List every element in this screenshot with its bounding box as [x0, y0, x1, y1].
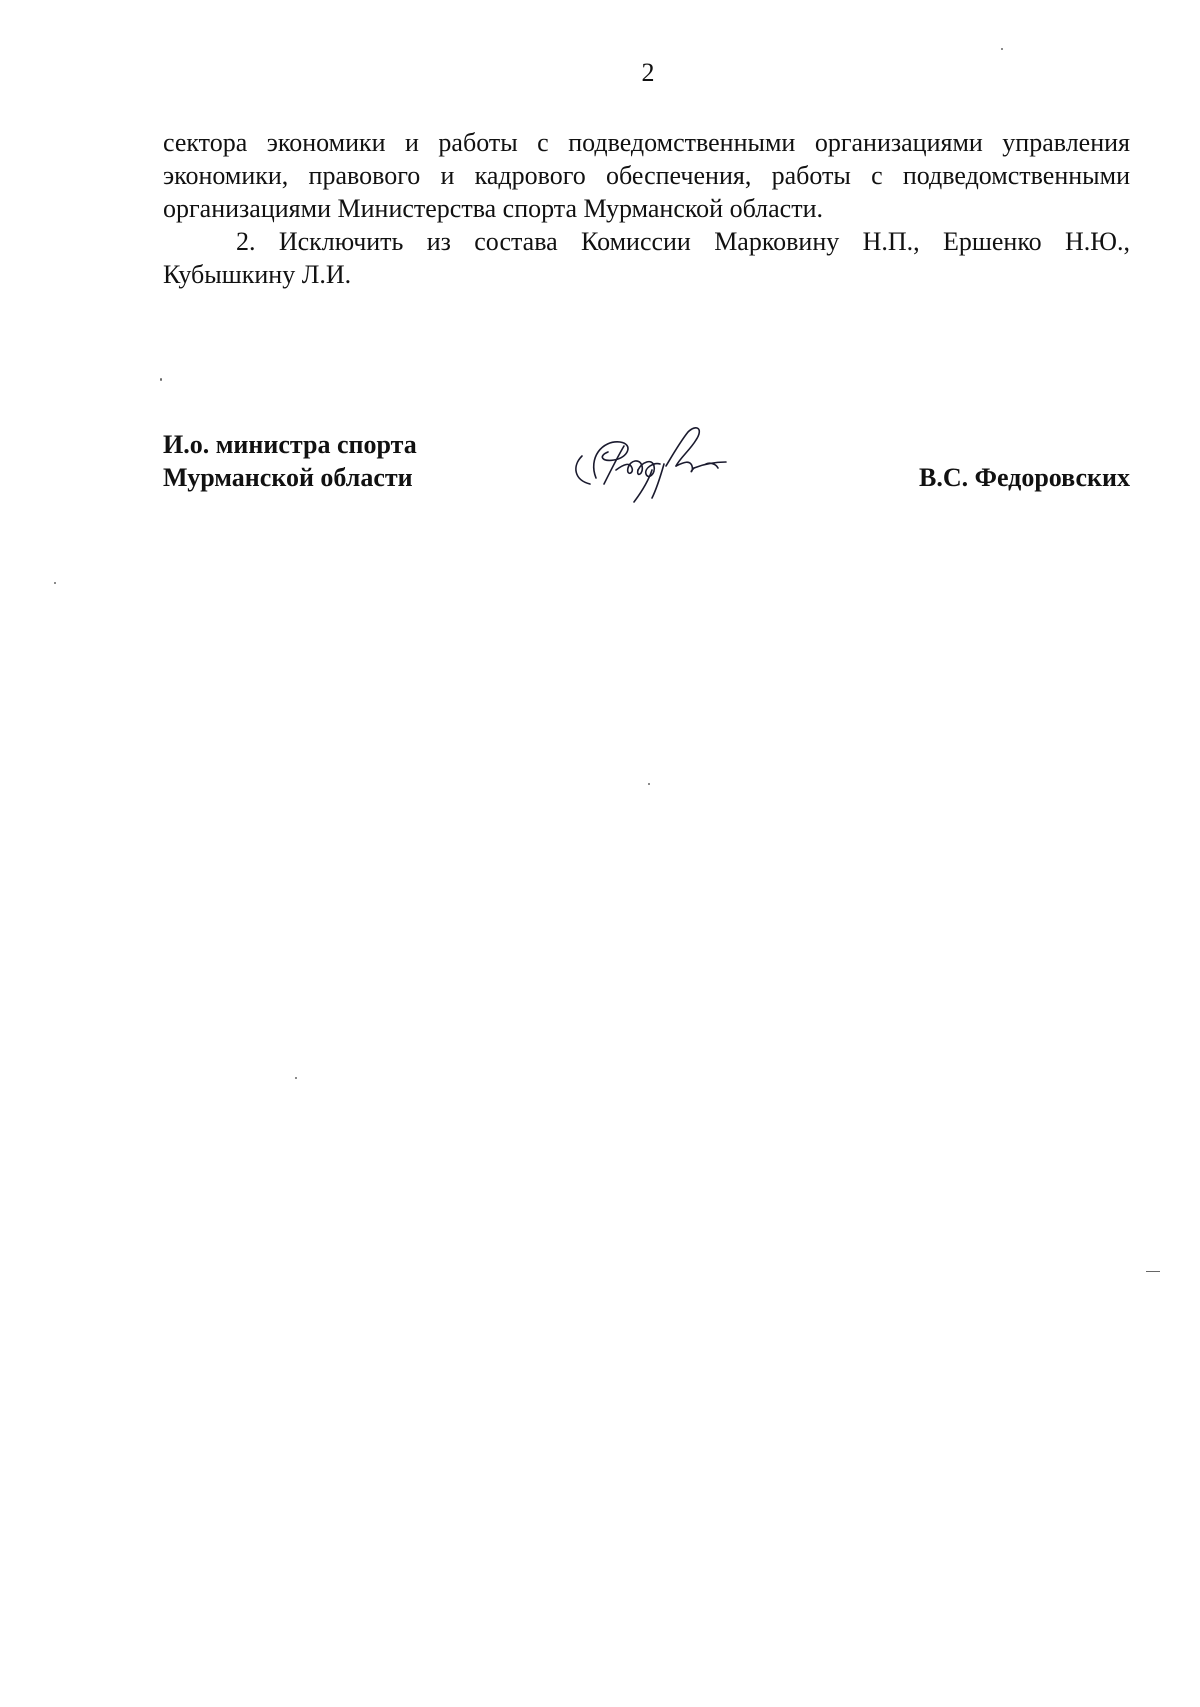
signatory-name: В.С. Федоровских: [919, 463, 1130, 492]
document-body: [163, 126, 1130, 291]
scan-speck: [160, 378, 162, 381]
scan-speck: [295, 1077, 297, 1079]
signatory-title-line-2: Мурманской области: [163, 463, 413, 492]
scan-speck: [1001, 48, 1003, 50]
scan-speck: [54, 582, 56, 584]
scan-speck: [648, 783, 650, 785]
signature-block: [163, 428, 1130, 518]
paragraph-item-2: 2. Исключить из состава Комиссии Марковину Н.П., Ершенко Н.Ю., Кубышкину Л.И.: [163, 227, 1130, 289]
handwritten-signature-icon: [568, 418, 733, 508]
page-number: 2: [641, 58, 655, 87]
signatory-title-line-1: И.о. министра спорта: [163, 430, 417, 459]
signatory-title: [163, 428, 417, 494]
scan-speck: [1146, 1271, 1160, 1272]
paragraph-continuation: сектора экономики и работы с подведомственными организациями управления экономики, правового и кадрового обеспечения, работы с подведомственными организациями Министерства спорта Мурманской области.: [163, 128, 1130, 223]
